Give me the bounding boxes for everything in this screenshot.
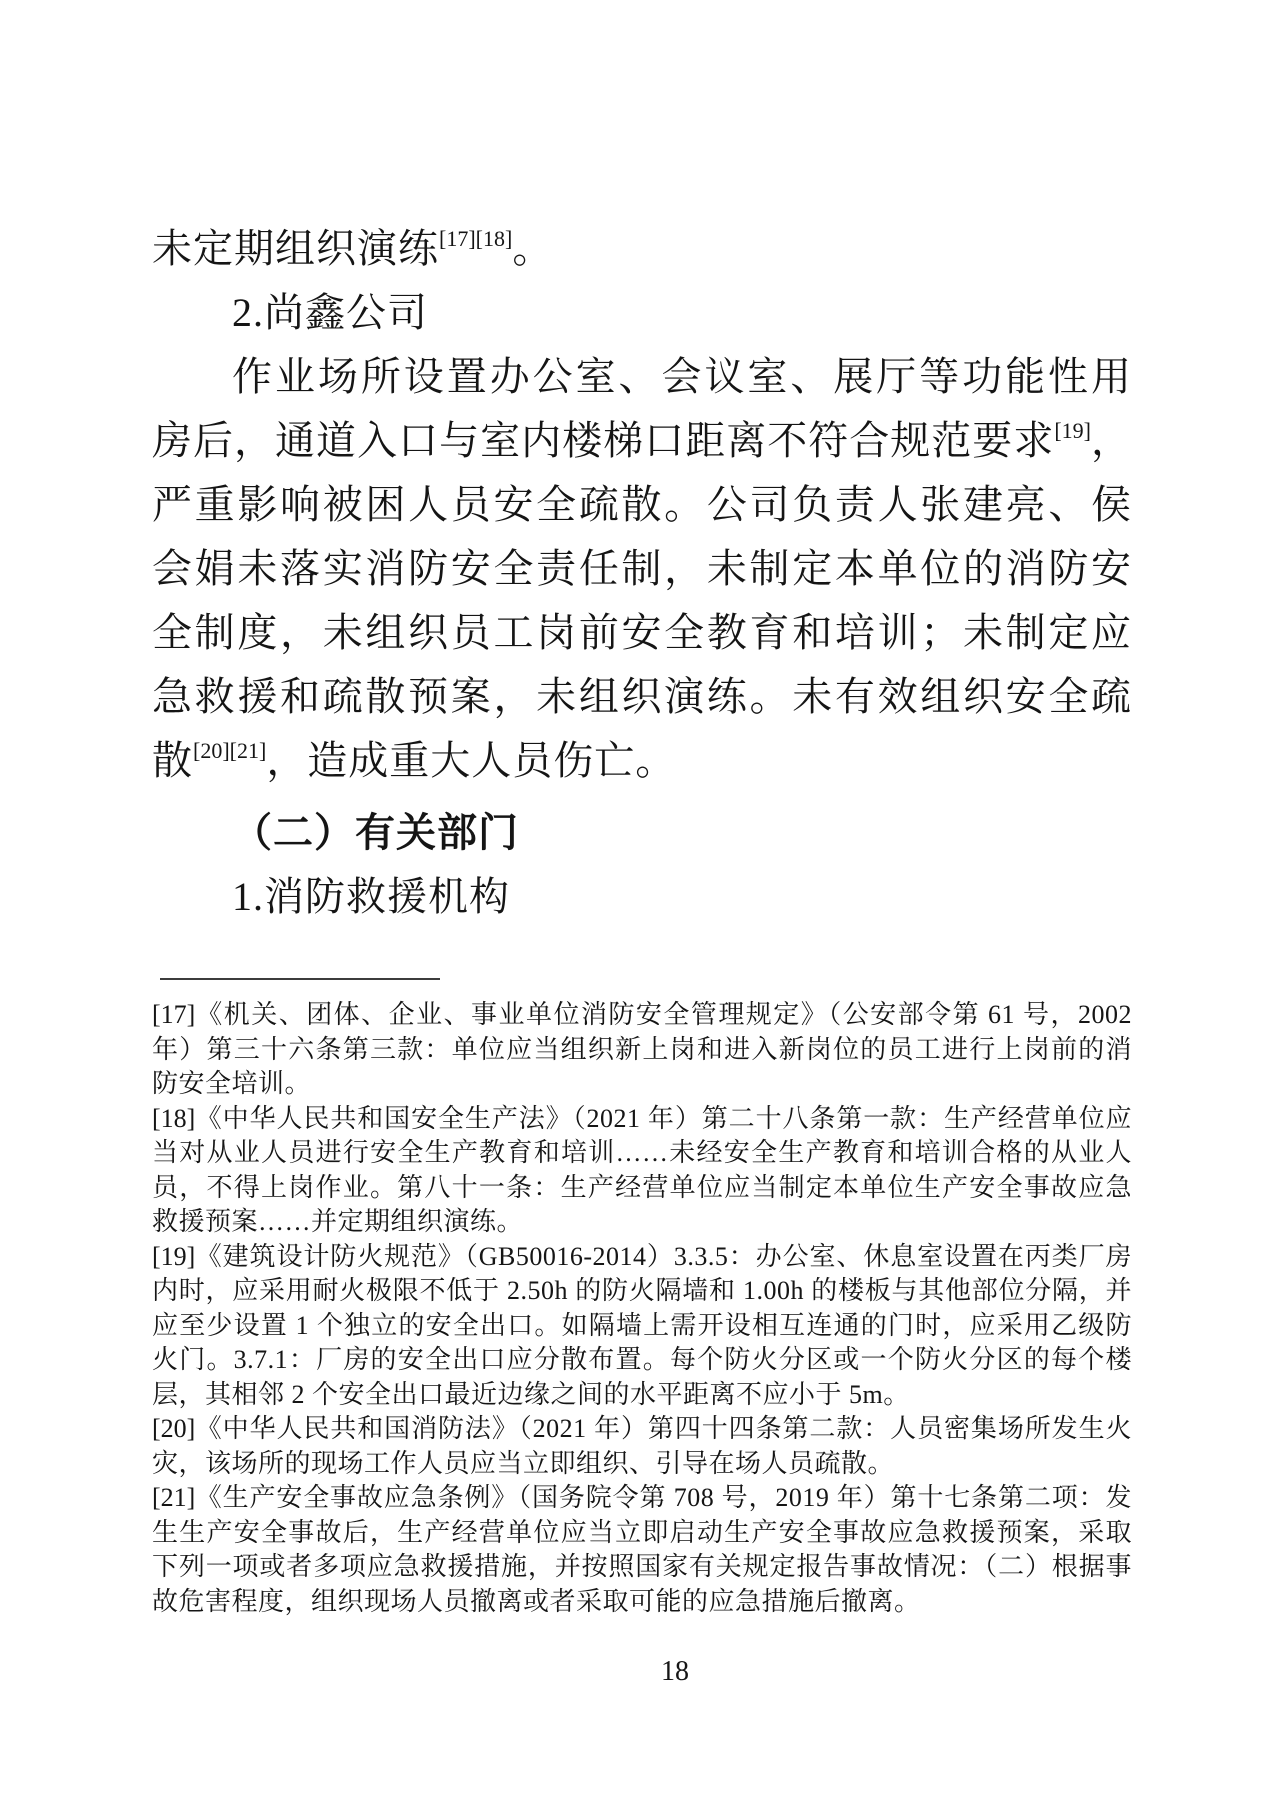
footnote-text: 《中华人民共和国安全生产法》（2021 年）第二十八条第一款：生产经营单位应当对从业人员进行安全生产教育和培训……未经安全生产教育和培训合格的从业人员，不得上岗作业。第八十一条：生产经营单位应当制定本单位生产安全事故应急救援预案……并定期组织演练。	[152, 1103, 1132, 1236]
heading-fire-rescue-agency: 1.消防救援机构	[232, 874, 510, 919]
paragraph-text: 作业场所设置办公室、会议室、展厅等功能性用房后，通道入口与室内楼梯口距离不符合规范要求	[152, 354, 1132, 463]
body-text-block	[152, 217, 1132, 929]
footnote-18	[152, 1102, 1132, 1240]
footnote-text: 《中华人民共和国消防法》（2021 年）第四十四条第二款：人员密集场所发生火灾，该场所的现场工作人员应当立即组织、引导在场人员疏散。	[152, 1414, 1132, 1478]
footnote-21	[152, 1481, 1132, 1619]
paragraph-text: 未定期组织演练	[152, 226, 439, 271]
page-number: 18	[661, 1656, 689, 1687]
footnote-marker: [20]	[152, 1414, 196, 1443]
heading-related-departments: （二）有关部门	[232, 810, 519, 855]
footnote-text: 《机关、团体、企业、事业单位消防安全管理规定》（公安部令第 61 号，2002 年）第三十六条第三款：单位应当组织新上岗和进入新岗位的员工进行上岗前的消防安全培训。	[152, 1000, 1132, 1098]
paragraph-text: ，造成重大人员伤亡。	[266, 738, 677, 783]
footnote-marker: [19]	[152, 1241, 196, 1271]
footnote-ref-19: [19]	[1054, 418, 1091, 443]
paragraph-continuation	[152, 217, 1132, 281]
footnote-ref-17-18: [17][18]	[439, 226, 513, 251]
footnote-ref-20-21: [20][21]	[193, 738, 267, 763]
footnote-text: 《建筑设计防火规范》（GB50016-2014）3.3.5：办公室、休息室设置在丙类厂房内时，应采用耐火极限不低于 2.50h 的防火隔墙和 1.00h 的楼板与其他部位分隔，并应至少设置 1 个独立的安全出口。如隔墙上需开设相互连通的门时，应采用乙级防火门。3.7.1：厂房的安全出口应分散布置。每个防火分区或一个防火分区的每个楼层，其相邻 2 个安全出口最近边缘之间的水平距离不应小于 5m。	[152, 1241, 1132, 1409]
paragraph-shangxin-violations	[152, 345, 1132, 793]
footnote-marker: [21]	[152, 1483, 196, 1512]
paragraph-text: ，严重影响被困人员安全疏散。公司负责人张建亮、侯会娟未落实消防安全责任制，未制定本单位的消防安全制度，未组织员工岗前安全教育和培训；未制定应急救援和疏散预案，未组织演练。未有效组织安全疏散	[152, 418, 1132, 783]
heading-shangxin-company: 2.尚鑫公司	[232, 290, 428, 335]
footnote-marker: [17]	[152, 1000, 196, 1029]
footnote-separator-line	[160, 978, 440, 980]
footnote-17	[152, 998, 1132, 1102]
footnote-block	[152, 978, 1132, 1619]
footnote-marker: [18]	[152, 1103, 196, 1133]
paragraph-text: 。	[512, 226, 554, 271]
footnote-19	[152, 1240, 1132, 1413]
footnote-20	[152, 1412, 1132, 1481]
footnote-text: 《生产安全事故应急条例》（国务院令第 708 号，2019 年）第十七条第二项：发生生产安全事故后，生产经营单位应当立即启动生产安全事故应急救援预案，采取下列一项或者多项应急救援措施，并按照国家有关规定报告事故情况：（二）根据事故危害程度，组织现场人员撤离或者采取可能的应急措施后撤离。	[152, 1483, 1132, 1616]
